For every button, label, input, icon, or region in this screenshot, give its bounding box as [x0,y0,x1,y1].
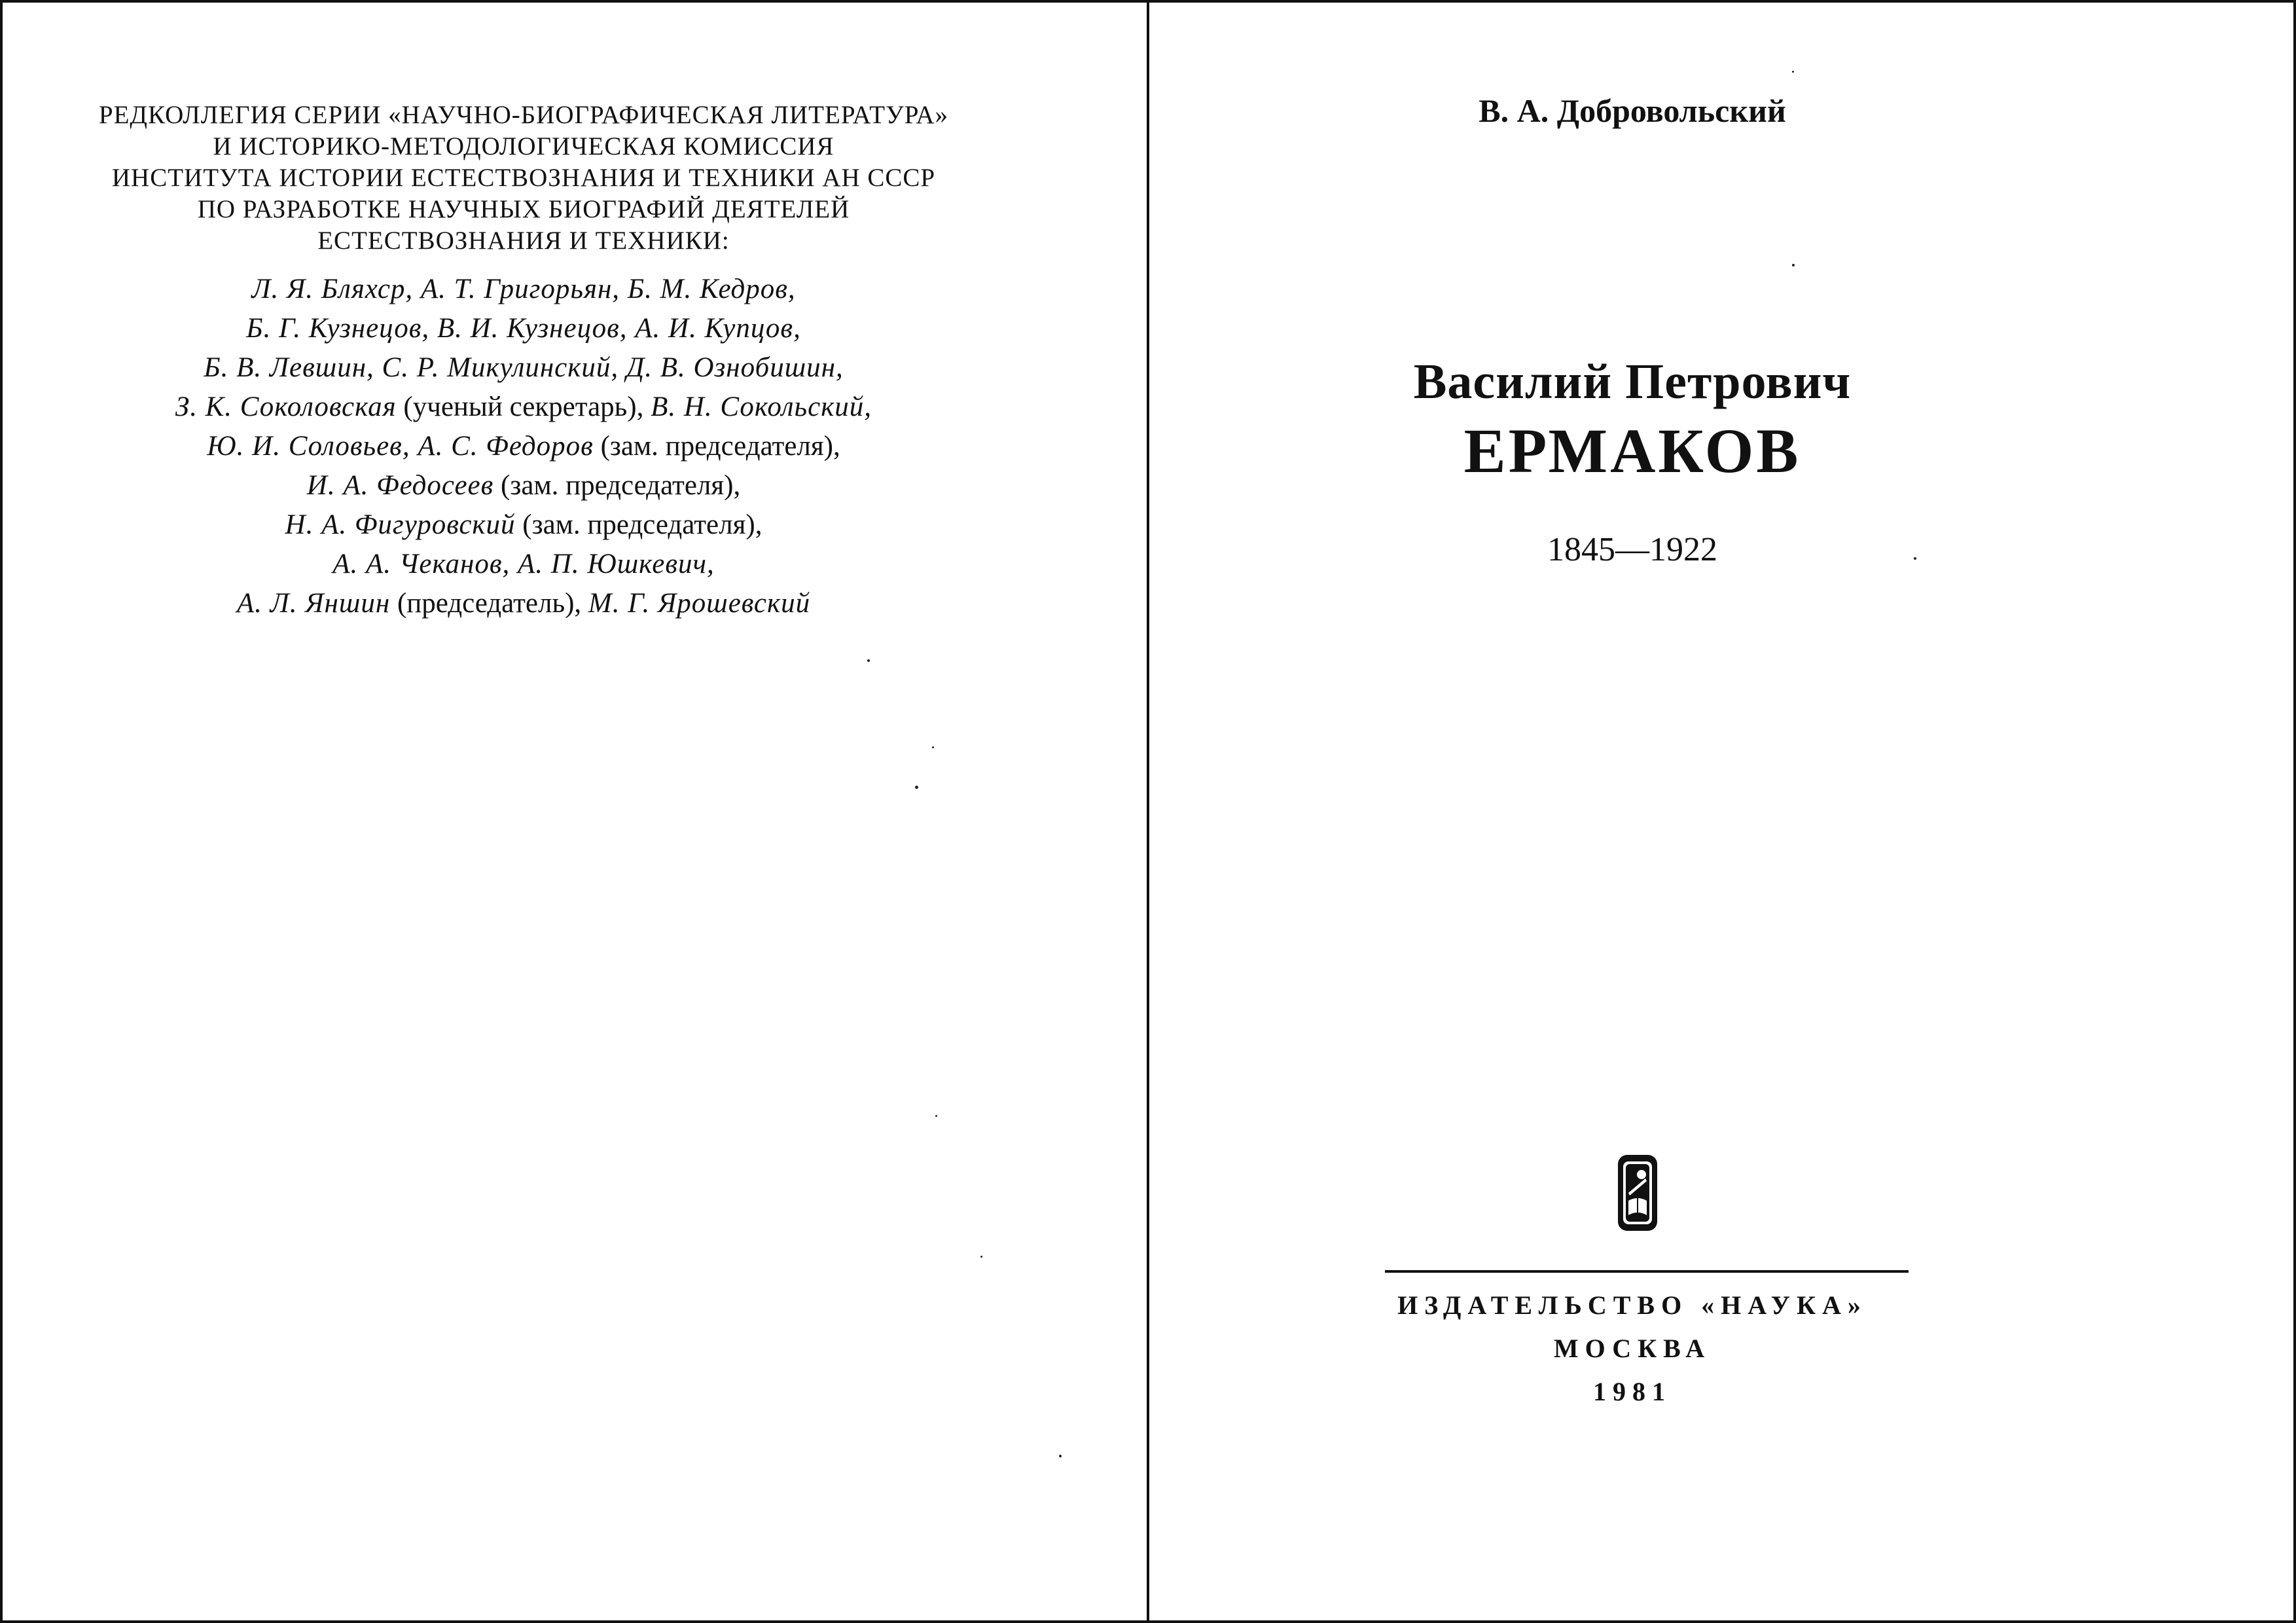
header-line: И ИСТОРИКО-МЕТОДОЛОГИЧЕСКАЯ КОМИССИЯ [213,132,834,160]
right-page [1149,0,2296,1623]
author-name: В. А. Добровольский [1479,92,1786,129]
scan-speck [915,786,918,789]
member-names: Ю. И. Соловьев, А. С. Федоров [207,431,594,462]
member-line [33,427,1014,466]
member-role: (зам. председателя), [593,431,840,462]
publisher-name: ИЗДАТЕЛЬСТВО «НАУКА» [1397,1290,1867,1320]
member-role: (председатель), [390,588,588,619]
member-names: М. Г. Ярошевский [588,588,811,619]
member-line [33,584,1014,623]
scan-speck [1914,557,1916,560]
member-names: А. Л. Яншин [236,588,391,619]
publisher-city: МОСКВА [1553,1334,1712,1363]
biography-subject-last-name: ЕРМАКОВ [1463,416,1801,486]
member-names: В. Н. Сокольский, [651,392,872,422]
biography-subject-first-name: Василий Петрович [1413,354,1852,409]
scan-speck [935,1115,937,1117]
scan-speck [867,659,870,662]
member-names: Б. В. Левшин, С. Р. Микулинский, Д. В. Ознобишин, [204,352,844,383]
scan-speck [932,746,934,748]
publication-year: 1981 [1593,1377,1672,1406]
member-names: А. А. Чеканов, А. П. Юшкевич, [332,549,715,579]
nauka-publisher-logo-icon [1614,1152,1661,1233]
editorial-board-header [33,100,1014,257]
member-role: (зам. председателя), [493,470,741,501]
header-line: ЕСТЕСТВОЗНАНИЯ И ТЕХНИКИ: [317,227,730,255]
member-role: (ученый секретарь), [396,392,651,422]
member-names: И. А. Федосеев [306,470,494,501]
scan-speck [1792,71,1794,73]
member-line [33,270,1014,309]
scan-speck [980,1256,982,1258]
publisher-rule [1385,1270,1909,1273]
member-role: (зам. председателя), [515,509,762,540]
member-line [33,545,1014,584]
scan-speck [1792,264,1795,266]
member-names: Б. Г. Кузнецов, В. И. Кузнецов, А. И. Купцов, [246,313,801,344]
member-names: Н. А. Фигуровский [285,509,516,540]
member-line [33,466,1014,505]
member-line [33,505,1014,545]
editorial-board-members [33,270,1014,623]
member-line [33,388,1014,427]
life-years: 1845—1922 [1547,531,1717,568]
member-names: Л. Я. Бляхср, А. Т. Григорьян, Б. М. Кедров, [251,274,796,304]
member-line [33,348,1014,388]
left-page [0,0,1147,1623]
header-line: ПО РАЗРАБОТКЕ НАУЧНЫХ БИОГРАФИЙ ДЕЯТЕЛЕЙ [197,195,850,223]
member-names: З. К. Соколовская [175,392,397,422]
scan-speck [1059,1455,1062,1457]
header-line: РЕДКОЛЛЕГИЯ СЕРИИ «НАУЧНО-БИОГРАФИЧЕСКАЯ ЛИТЕРАТУРА» [98,101,949,129]
member-line [33,309,1014,348]
header-line: ИНСТИТУТА ИСТОРИИ ЕСТЕСТВОЗНАНИЯ И ТЕХНИКИ АН СССР [111,164,936,192]
